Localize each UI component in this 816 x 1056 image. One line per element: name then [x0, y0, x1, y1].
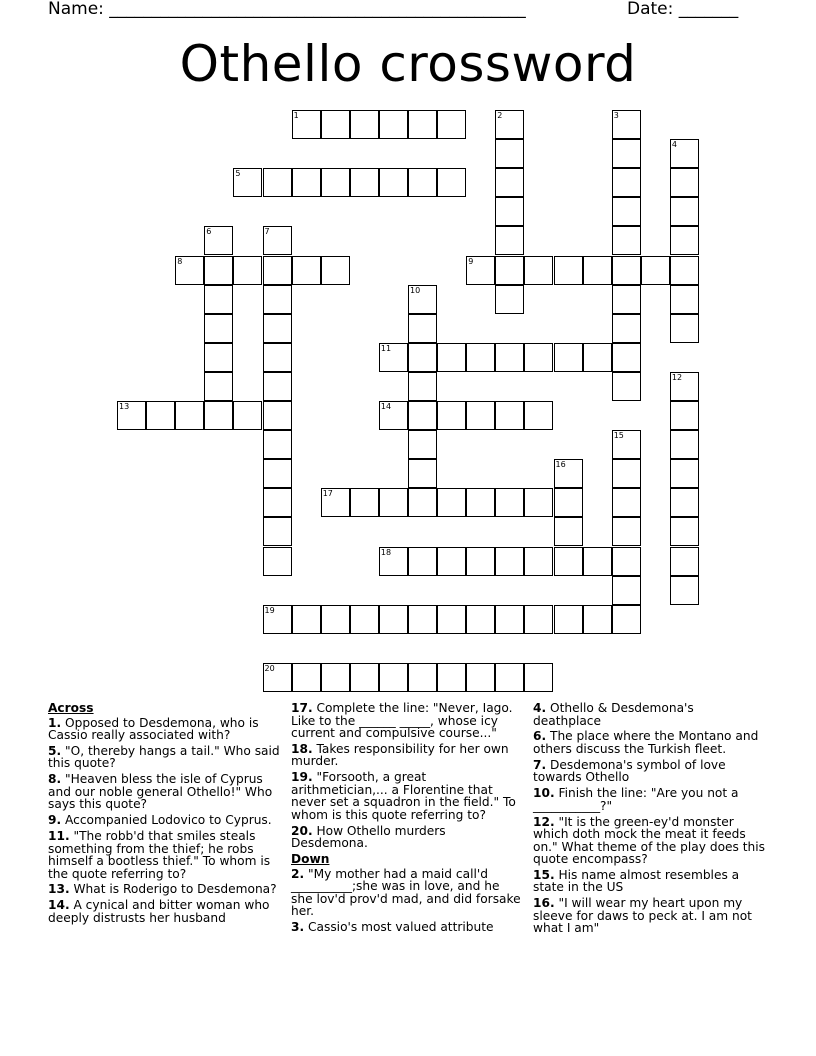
- grid-cell[interactable]: [408, 430, 437, 459]
- grid-cell[interactable]: [612, 110, 641, 139]
- grid-cell[interactable]: [379, 547, 408, 576]
- grid-cell[interactable]: [408, 285, 437, 314]
- grid-cell[interactable]: [495, 488, 524, 517]
- clue-number: 18: [380, 547, 392, 557]
- grid-cell[interactable]: [495, 663, 524, 692]
- grid-cell[interactable]: [292, 256, 321, 285]
- grid-cell[interactable]: [437, 110, 466, 139]
- clue-item-number: 1.: [48, 715, 62, 730]
- grid-cell[interactable]: [379, 343, 408, 372]
- name-field[interactable]: Name: _________________________________________________: [48, 0, 526, 19]
- grid-cell[interactable]: [583, 343, 612, 372]
- grid-cell[interactable]: [524, 401, 553, 430]
- grid-cell[interactable]: [554, 517, 583, 546]
- grid-cell[interactable]: [641, 256, 670, 285]
- grid-cell[interactable]: [204, 343, 233, 372]
- grid-cell[interactable]: [146, 401, 175, 430]
- clue-item: [291, 825, 523, 850]
- date-field[interactable]: Date: _______: [627, 0, 739, 19]
- grid-cell[interactable]: [466, 401, 495, 430]
- clue-item: [48, 830, 280, 880]
- grid-cell[interactable]: [408, 605, 437, 634]
- clue-item-text: His name almost resembles a state in the US: [533, 867, 740, 895]
- grid-cell[interactable]: [408, 401, 437, 430]
- clue-item-number: 3.: [291, 919, 305, 934]
- grid-cell[interactable]: [204, 314, 233, 343]
- grid-cell[interactable]: [263, 401, 292, 430]
- grid-cell[interactable]: [466, 488, 495, 517]
- grid-cell[interactable]: [554, 605, 583, 634]
- grid-cell[interactable]: [350, 488, 379, 517]
- grid-cell[interactable]: [524, 663, 553, 692]
- clue-item-number: 5.: [48, 743, 62, 758]
- grid-cell[interactable]: [263, 663, 292, 692]
- clue-item: [48, 899, 280, 924]
- clue-number: 4: [671, 140, 677, 150]
- grid-cell[interactable]: [292, 110, 321, 139]
- grid-cell[interactable]: [612, 285, 641, 314]
- grid-cell[interactable]: [321, 605, 350, 634]
- clue-item-text: "Forsooth, a great arithmetician,... a Florentine that never set a squadron in the field." To whom is this quote referring to?: [291, 770, 516, 822]
- clue-column-2: [291, 702, 523, 937]
- grid-cell[interactable]: [263, 285, 292, 314]
- clue-item: [291, 702, 523, 740]
- grid-cell[interactable]: [175, 256, 204, 285]
- clue-item: [533, 702, 765, 727]
- grid-cell[interactable]: [670, 256, 699, 285]
- clue-number: 14: [380, 402, 392, 411]
- grid-cell[interactable]: [437, 488, 466, 517]
- grid-cell[interactable]: [321, 488, 350, 517]
- grid-cell[interactable]: [437, 168, 466, 197]
- grid-cell[interactable]: [554, 256, 583, 285]
- grid-cell[interactable]: [612, 226, 641, 255]
- grid-cell[interactable]: [263, 430, 292, 459]
- grid-cell[interactable]: [612, 576, 641, 605]
- clue-item-number: 2.: [291, 866, 305, 881]
- clue-item-number: 12.: [533, 814, 555, 829]
- grid-cell[interactable]: [612, 314, 641, 343]
- clue-item-number: 13.: [48, 882, 70, 897]
- clue-item-text: Desdemona's symbol of love towards Othello: [533, 757, 726, 785]
- grid-cell[interactable]: [466, 343, 495, 372]
- grid-cell[interactable]: [263, 605, 292, 634]
- grid-cell[interactable]: [466, 663, 495, 692]
- clue-number: 17: [322, 489, 333, 499]
- clue-column-3: [533, 702, 765, 938]
- clue-number: 9: [468, 256, 474, 266]
- page-title: Othello crossword: [179, 35, 637, 93]
- grid-cell[interactable]: [554, 459, 583, 488]
- clue-item-text: Othello & Desdemona's deathplace: [533, 701, 694, 728]
- grid-cell[interactable]: [263, 226, 292, 255]
- clue-item-text: "The robb'd that smiles steals something from the thief; he robs himself a bootless thief." To whom is the quote referring to?: [48, 829, 271, 881]
- clue-number: 19: [264, 605, 275, 615]
- clue-item-text: "My mother had a maid call'd __________;she was in love, and he she lov'd prov'd mad, and did forsake her.: [291, 866, 521, 919]
- grid-cell[interactable]: [263, 547, 292, 576]
- clue-item-number: 19.: [291, 770, 313, 785]
- grid-cell[interactable]: [263, 343, 292, 372]
- grid-cell[interactable]: [524, 256, 553, 285]
- clue-item: [533, 787, 765, 812]
- clue-item: [533, 869, 765, 894]
- grid-cell[interactable]: [583, 547, 612, 576]
- grid-cell[interactable]: [263, 256, 292, 285]
- clue-item-text: "I will wear my heart upon my sleeve for daws to peck at. I am not what I am": [533, 896, 752, 936]
- grid-cell[interactable]: [408, 110, 437, 139]
- clue-item-text: A cynical and bitter woman who deeply distrusts her husband: [48, 898, 270, 925]
- grid-cell[interactable]: [670, 401, 699, 430]
- grid-cell[interactable]: [379, 401, 408, 430]
- clue-number: 13: [119, 402, 130, 411]
- grid-cell[interactable]: [408, 343, 437, 372]
- clue-number: 15: [613, 431, 624, 441]
- clue-number: 12: [671, 372, 683, 382]
- grid-cell[interactable]: [554, 343, 583, 372]
- clue-item-number: 7.: [533, 757, 547, 772]
- clue-item-text: Opposed to Desdemona, who is Cassio really associated with?: [48, 715, 259, 742]
- grid-cell[interactable]: [612, 372, 641, 401]
- grid-cell[interactable]: [670, 285, 699, 314]
- grid-cell[interactable]: [204, 372, 233, 401]
- across-heading: Across: [48, 701, 94, 715]
- clue-column-1: [48, 702, 280, 928]
- grid-cell[interactable]: [612, 256, 641, 285]
- grid-cell[interactable]: [612, 459, 641, 488]
- clue-number: 6: [206, 227, 212, 237]
- clue-number: 8: [177, 256, 183, 266]
- clue-item-text: Accompanied Lodovico to Cyprus.: [61, 813, 272, 828]
- grid-cell[interactable]: [321, 168, 350, 197]
- grid-cell[interactable]: [437, 663, 466, 692]
- grid-cell[interactable]: [583, 256, 612, 285]
- grid-cell[interactable]: [670, 517, 699, 546]
- clue-number: 1: [293, 111, 299, 120]
- grid-cell[interactable]: [350, 168, 379, 197]
- grid-cell[interactable]: [612, 517, 641, 546]
- clue-item-number: 9.: [48, 813, 62, 828]
- grid-cell[interactable]: [670, 226, 699, 255]
- grid-cell[interactable]: [495, 401, 524, 430]
- grid-cell[interactable]: [583, 605, 612, 634]
- grid-cell[interactable]: [670, 576, 699, 605]
- grid-cell[interactable]: [233, 168, 262, 197]
- grid-cell[interactable]: [495, 343, 524, 372]
- clue-item: [533, 816, 765, 866]
- grid-cell[interactable]: [408, 168, 437, 197]
- grid-cell[interactable]: [379, 110, 408, 139]
- clue-item: [48, 745, 280, 770]
- grid-cell[interactable]: [175, 401, 204, 430]
- grid-cell[interactable]: [495, 285, 524, 314]
- clue-item: [48, 773, 280, 811]
- grid-cell[interactable]: [612, 430, 641, 459]
- grid-cell[interactable]: [495, 139, 524, 168]
- grid-cell[interactable]: [408, 488, 437, 517]
- grid-cell[interactable]: [263, 168, 292, 197]
- grid-cell[interactable]: [612, 139, 641, 168]
- clue-item: [291, 771, 523, 821]
- clue-item-text: How Othello murders Desdemona.: [291, 823, 446, 851]
- grid-cell[interactable]: [670, 168, 699, 197]
- grid-cell[interactable]: [437, 343, 466, 372]
- grid-cell[interactable]: [204, 226, 233, 255]
- grid-cell[interactable]: [263, 488, 292, 517]
- grid-cell[interactable]: [437, 605, 466, 634]
- clue-item: [48, 717, 280, 742]
- clue-item-text: The place where the Montano and others discuss the Turkish fleet.: [533, 729, 759, 756]
- grid-cell[interactable]: [350, 110, 379, 139]
- grid-cell[interactable]: [495, 168, 524, 197]
- grid-cell[interactable]: [263, 459, 292, 488]
- grid-cell[interactable]: [233, 256, 262, 285]
- clue-number: 20: [264, 663, 275, 673]
- clue-item: [533, 730, 765, 755]
- grid-cell[interactable]: [495, 547, 524, 576]
- grid-cell[interactable]: [612, 547, 641, 576]
- clue-item-text: "O, thereby hangs a tail." Who said this quote?: [48, 743, 280, 771]
- grid-cell[interactable]: [495, 197, 524, 226]
- clue-item-number: 14.: [48, 898, 70, 913]
- clue-item-text: "It is the green-ey'd monster which doth mock the meat it feeds on." What theme of the play does this quote encompass?: [533, 814, 766, 867]
- clue-item-number: 6.: [533, 729, 547, 744]
- grid-cell[interactable]: [117, 401, 146, 430]
- clue-item-number: 4.: [533, 701, 547, 715]
- clue-item-number: 10.: [533, 786, 555, 801]
- clue-number: 11: [380, 343, 392, 353]
- clue-item-number: 20.: [291, 823, 313, 838]
- clue-number: 2: [497, 111, 503, 120]
- clue-item-number: 16.: [533, 896, 555, 911]
- grid-cell[interactable]: [321, 256, 350, 285]
- clue-item: [291, 921, 523, 934]
- clue-item-number: 15.: [533, 867, 555, 882]
- grid-cell[interactable]: [670, 197, 699, 226]
- clue-number: 10: [410, 285, 421, 295]
- grid-cell[interactable]: [495, 256, 524, 285]
- grid-cell[interactable]: [670, 547, 699, 576]
- clue-item: [48, 883, 280, 896]
- grid-cell[interactable]: [292, 168, 321, 197]
- grid-cell[interactable]: [670, 372, 699, 401]
- grid-cell[interactable]: [350, 605, 379, 634]
- grid-cell[interactable]: [379, 488, 408, 517]
- grid-cell[interactable]: [670, 430, 699, 459]
- grid-cell[interactable]: [263, 314, 292, 343]
- grid-cell[interactable]: [437, 547, 466, 576]
- grid-cell[interactable]: [612, 343, 641, 372]
- grid-cell[interactable]: [437, 401, 466, 430]
- grid-cell[interactable]: [495, 605, 524, 634]
- clue-item: [291, 868, 523, 918]
- clue-item: [533, 897, 765, 935]
- grid-cell[interactable]: [350, 663, 379, 692]
- grid-cell[interactable]: [524, 488, 553, 517]
- clue-item-number: 18.: [291, 741, 313, 756]
- grid-cell[interactable]: [466, 256, 495, 285]
- grid-cell[interactable]: [408, 372, 437, 401]
- grid-cell[interactable]: [321, 663, 350, 692]
- grid-cell[interactable]: [554, 488, 583, 517]
- grid-cell[interactable]: [612, 197, 641, 226]
- grid-cell[interactable]: [379, 605, 408, 634]
- grid-cell[interactable]: [670, 459, 699, 488]
- grid-cell[interactable]: [524, 605, 553, 634]
- grid-cell[interactable]: [670, 314, 699, 343]
- clue-item-text: Cassio's most valued attribute: [304, 919, 494, 934]
- grid-cell[interactable]: [612, 168, 641, 197]
- grid-cell[interactable]: [495, 226, 524, 255]
- clue-number: 7: [264, 227, 270, 237]
- grid-cell[interactable]: [204, 256, 233, 285]
- clue-item-text: What is Roderigo to Desdemona?: [69, 882, 277, 897]
- clue-item: [48, 814, 280, 827]
- grid-cell[interactable]: [408, 314, 437, 343]
- clue-item-text: Complete the line: "Never, Iago. Like to the ______ _____, whose icy current and compulsive course...": [291, 701, 513, 740]
- clue-item: [533, 759, 765, 784]
- grid-cell[interactable]: [263, 517, 292, 546]
- grid-cell[interactable]: [408, 663, 437, 692]
- grid-cell[interactable]: [670, 488, 699, 517]
- clue-item-text: Finish the line: "Are you not a ___________?": [533, 786, 739, 813]
- grid-cell[interactable]: [495, 110, 524, 139]
- grid-cell[interactable]: [466, 605, 495, 634]
- clue-number: 5: [235, 169, 241, 179]
- clue-item-number: 17.: [291, 701, 313, 715]
- grid-cell[interactable]: [524, 547, 553, 576]
- grid-cell[interactable]: [379, 663, 408, 692]
- grid-cell[interactable]: [466, 547, 495, 576]
- clue-item: [291, 743, 523, 768]
- grid-cell[interactable]: [204, 401, 233, 430]
- clue-item-number: 8.: [48, 772, 62, 787]
- grid-cell[interactable]: [379, 168, 408, 197]
- grid-cell[interactable]: [292, 605, 321, 634]
- grid-cell[interactable]: [204, 285, 233, 314]
- grid-cell[interactable]: [554, 547, 583, 576]
- grid-cell[interactable]: [292, 663, 321, 692]
- clue-item-text: "Heaven bless the isle of Cyprus and our noble general Othello!" Who says this quote?: [48, 772, 273, 812]
- grid-cell[interactable]: [670, 139, 699, 168]
- grid-cell[interactable]: [612, 488, 641, 517]
- grid-cell[interactable]: [612, 605, 641, 634]
- down-heading: Down: [291, 852, 330, 867]
- grid-cell[interactable]: [263, 372, 292, 401]
- grid-cell[interactable]: [524, 343, 553, 372]
- grid-cell[interactable]: [233, 401, 262, 430]
- clue-number: 3: [613, 111, 619, 120]
- grid-cell[interactable]: [408, 459, 437, 488]
- clue-number: 16: [555, 460, 566, 470]
- grid-cell[interactable]: [321, 110, 350, 139]
- clue-item-number: 11.: [48, 829, 70, 844]
- clue-item-text: Takes responsibility for her own murder.: [291, 741, 509, 769]
- grid-cell[interactable]: [408, 547, 437, 576]
